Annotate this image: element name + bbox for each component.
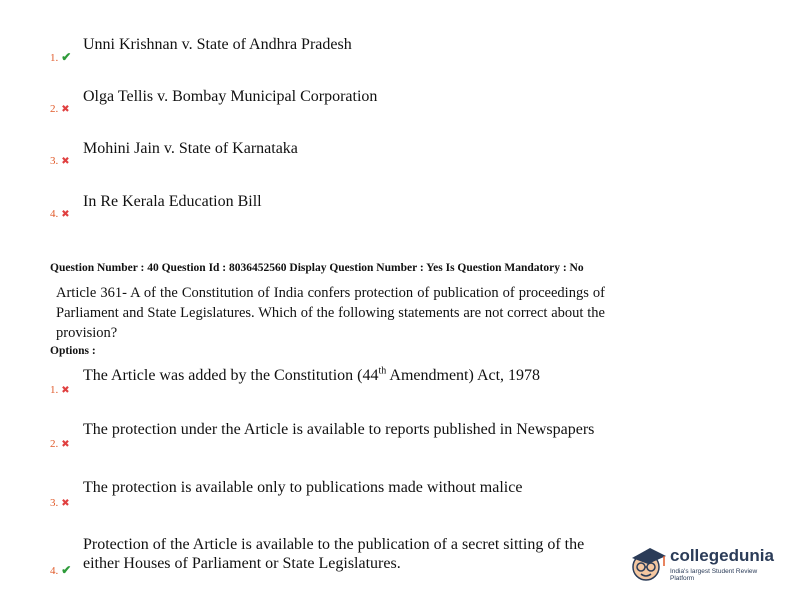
question-header: Question Number : 40 Question Id : 8036452560 Display Question Number : Yes Is Question Mandatory : No [50, 262, 584, 274]
logo-brand: collegedunia [670, 546, 774, 565]
collegedunia-logo [628, 540, 778, 584]
option-number: 2. ✖ [50, 103, 70, 115]
check-icon: ✔ [61, 50, 72, 64]
option-text: Mohini Jain v. State of Karnataka [83, 140, 298, 157]
cross-icon: ✖ [61, 104, 70, 115]
option-text: The protection under the Article is available to reports published in Newspapers [83, 421, 595, 438]
check-icon: ✔ [61, 563, 72, 577]
option-number: 3. ✖ [50, 497, 70, 509]
option-number: 4. ✔ [50, 563, 72, 577]
option-text: Olga Tellis v. Bombay Municipal Corporation [83, 88, 378, 105]
question-stem: Article 361- A of the Constitution of India confers protection of publication of proceedings of Parliament and State Legislatures. Which of the following statements are not correct about the provision? [56, 285, 605, 341]
option-number: 3. ✖ [50, 155, 70, 167]
option-number: 1. ✔ [50, 50, 72, 64]
cross-icon: ✖ [61, 156, 70, 167]
option-text: Protection of the Article is available to the publication of a secret sitting of the either Houses of Parliament or State Legislatures. [83, 536, 585, 572]
cross-icon: ✖ [61, 209, 70, 220]
option-number: 1. ✖ [50, 384, 70, 396]
cross-icon: ✖ [61, 498, 70, 509]
cross-icon: ✖ [61, 439, 70, 450]
cross-icon: ✖ [61, 385, 70, 396]
option-text: Unni Krishnan v. State of Andhra Pradesh [83, 36, 352, 53]
option-text: In Re Kerala Education Bill [83, 193, 262, 210]
option-text: The protection is available only to publications made without malice [83, 479, 523, 496]
option-number: 4. ✖ [50, 208, 70, 220]
option-text: The Article was added by the Constitution (44th Amendment) Act, 1978 [83, 365, 541, 384]
mascot-icon [628, 540, 668, 584]
logo-tagline: India's largest Student Review Platform [670, 568, 758, 582]
options-label: Options : [50, 345, 96, 357]
option-number: 2. ✖ [50, 438, 70, 450]
